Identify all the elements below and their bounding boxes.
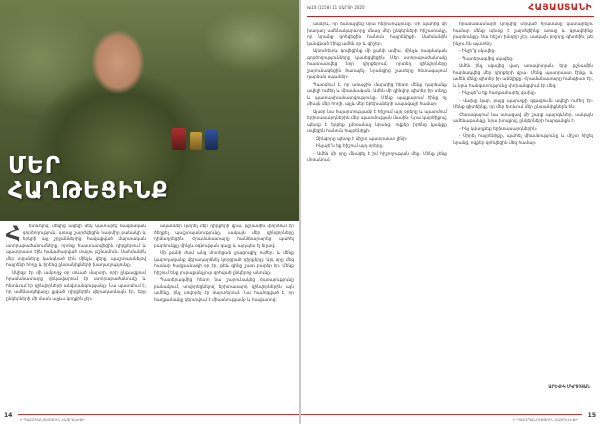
paragraph: Մի քանի ժամ անց մոտեցան լրացուցիչ ուժեր, և մենք կարողացանք վերադարձնել կորցրած դիրքերը։ Այդ օրը մեզ համար հաղթանակի օր էր, թեև գինը շատ բարձր էր։ Մենք հիշում ենք յուրաքանչյուր զոհված ընկերոջ անունը։ [154, 251, 294, 276]
footer-rule [18, 414, 300, 415]
paragraph: Սկիզբ էր մի ամբողջ օր տևած մարտի, որի ընթացքում հրամանատարը ղեկավարում էր ստորաբաժանումը և հետևում էր զինվորների անվտանգությանը։ Նա պատմում է, որ ամենադժվարը լքված դիրքերին վերադառնալն էր, երբ ընկերների մի մասն այլևս կողքին չէր։ [6, 270, 146, 302]
paragraph: Պատմում է, որ առաջին մարտից հետո մենք դարձանք ավելի ուժեղ և միասնական։ Ամեն մի զինվոր գիտեր իր տեղը և պատասխանատվությունը։ Մենք պայքարում էինք ոչ միայն մեր հողի, այլև մեր երեխաների ապագայի համար։ [307, 82, 447, 107]
left-column-1 [6, 224, 146, 406]
paragraph: - Սիրել հայրենիքը, պահել միասնությունը և միշտ հիշել նրանց, ովքեր զոհվեցին մեզ համար։ [453, 134, 593, 146]
paragraph: Այսօր նա հպարտությամբ է հիշում այդ օրերը և պատմում երիտասարդներին մեր պատմության մասին։ Նրա կարծիքով, պետք է երբեք չմոռանալ նրանց, ովքեր իրենց կյանքը տվեցին հանուն հայրենիքի։ [307, 109, 447, 134]
medal-icon [205, 130, 218, 150]
paragraph: Ամեն ինչ սկսվեց վաղ առավոտյան, երբ թշնամին հարձակվեց մեր դիրքերի վրա։ Մենք պատրաստ էինք, և ամեն մեկը գիտեր իր անելիքը։ Հրամանատարը հանգիստ էր, և նրա հանգստությունը փոխանցվում էր մեզ։ [453, 64, 593, 89]
medal-icon [190, 132, 202, 150]
footer-text: Ի ՊԱՇՏՊԱՆՈՒԹՅՈՒՆ ՀԱՅՐԵՆԻՔԻ [20, 418, 85, 422]
paragraph: - Ինչ կմաղթեք երիտասարդներին։ [459, 126, 538, 132]
paragraph: հրամանատարի կողմից տրված հրամանը կատարելու համար մենք պետք է շարժվեինք առաջ և գրավեինք բարձունքը։ Սա հեշտ խնդիր չէր, սակայն բոլորը գիտեին, թե ինչու են այստեղ։ [453, 22, 593, 47]
issue-date: №10 (1158) 11 ՄԱՐՏԻ 2020 [307, 5, 365, 10]
footer-text: Ի ՊԱՇՏՊԱՆՈՒԹՅՈՒՆ ՀԱՅՐԵՆԻՔԻ [513, 418, 578, 422]
right-column-1 [307, 22, 447, 407]
soldier-photo [0, 0, 300, 221]
paragraph: Հետագայում նա ստացավ մի շարք պարգևներ, սակայն ամենաթանկը, նրա խոսքով, ընկերների հարգանքն է։ [453, 112, 593, 124]
page-number: 15 [587, 412, 596, 419]
paragraph: անձրև, որ ճանաչվեց նրա հերոսությունը։ Մի պահից մի խաղաղ ամենակարևորը մնաց մեր ընկերների հիշատակը, որ նրանք զոհվեցին հանուն հայրենիքի։ Սահմանին կանգնած էինք ամեն օր և գիշեր։ [307, 22, 447, 47]
drop-cap: Հ [6, 224, 21, 245]
right-column-2 [453, 22, 593, 398]
paragraph: ականներ կտրել մեր դիրքերի վրա, թշնամին փորձում էր ճեղքել պաշտպանությունը, սակայն մեր զինվորները դիմադրեցին։ Հրամանատարը հանձնարարեց պահել բարձունքը մինչև օգնության գալը և այդպես էլ եղավ։ [154, 224, 294, 249]
article-title-line2: ՀԱՂԹԵՑԻՆՔ [8, 178, 169, 204]
paragraph: - Ինչպե՞ս եք հիշում այդ օրերը։ [313, 144, 384, 149]
paragraph: ետևելով՝ մեկից ավելի մեկ կատարել ռազմական գործողություն, առաջ շարժվեցին Կարմիր բանակի և երկրի այլ շրջաններից հավաքված մարտական ստորաբաժանումները, որոնք հաստատվեցին դիրքերում և պատրաստ էին հակահարված տալու թշնամուն։ Սահմանին մեր տղաները կանգնած էին մինչև վերջ, պաշտպանելով հայրենի հողը և իրենց ընտանիքների խաղաղությունը։ [6, 224, 146, 268]
left-footer [0, 408, 300, 424]
paragraph: Այնուհետև կռվեցինք մի քանի ամիս, մինչև ռազմական գործողությունները կասեցվեցին։ Մեր ստորաբաժանումը հաստատվեց նոր դիրքերում, որտեղ զինվորները շարունակեցին ծառայել։ Նրանցից շատերը հետագայում դարձան սպաներ։ [307, 49, 447, 80]
paragraph: Պատերազմից հետո նա շարունակեց ծառայությունը բանակում, սովորեցնելով երիտասարդ զինվորներին այն ամենը, ինչ սովորել էր մարտերում։ Նա համոզված է, որ հաղթանակը կերտվում է միասնությամբ և հավատով։ [154, 278, 294, 303]
page-number: 14 [4, 412, 13, 419]
footer-rule [301, 414, 582, 415]
paragraph: - Ինչի՞ց սկսվեց։ [459, 49, 496, 54]
publication-logo: ՀԱՅԱՍՏԱՆԻ [528, 3, 592, 13]
article-title [8, 154, 169, 204]
author-signature: ԱՐԵՎԻԿ ՄԿՐՏՉՅԱՆ [548, 384, 590, 389]
header-rule [307, 16, 594, 17]
medal-icon [172, 128, 186, 150]
paragraph: - Զինվորը պետք է միշտ պատրաստ լինի։ [313, 136, 408, 142]
article-title-line1: ՄԵՐ [8, 153, 62, 179]
paragraph: - Ամեն մի օրը մնացել է իմ հիշողության մեջ։ Մենք չենք մոռանում։ [307, 151, 447, 163]
paragraph: - Վախը կար, բայց պարտքի զգացումն ավելի ուժեղ էր։ Մենք գիտեինք, որ մեր ետևում մեր ընտանիքներն են։ [453, 98, 593, 110]
left-column-2 [154, 224, 294, 406]
paragraph: - Պատերազմից սկսվեց։ [459, 56, 514, 62]
page-header [301, 0, 600, 22]
right-footer [301, 408, 600, 424]
paragraph: - Ինչպե՞ս եք հաղթահարել վախը։ [459, 91, 537, 96]
right-page [301, 0, 600, 424]
